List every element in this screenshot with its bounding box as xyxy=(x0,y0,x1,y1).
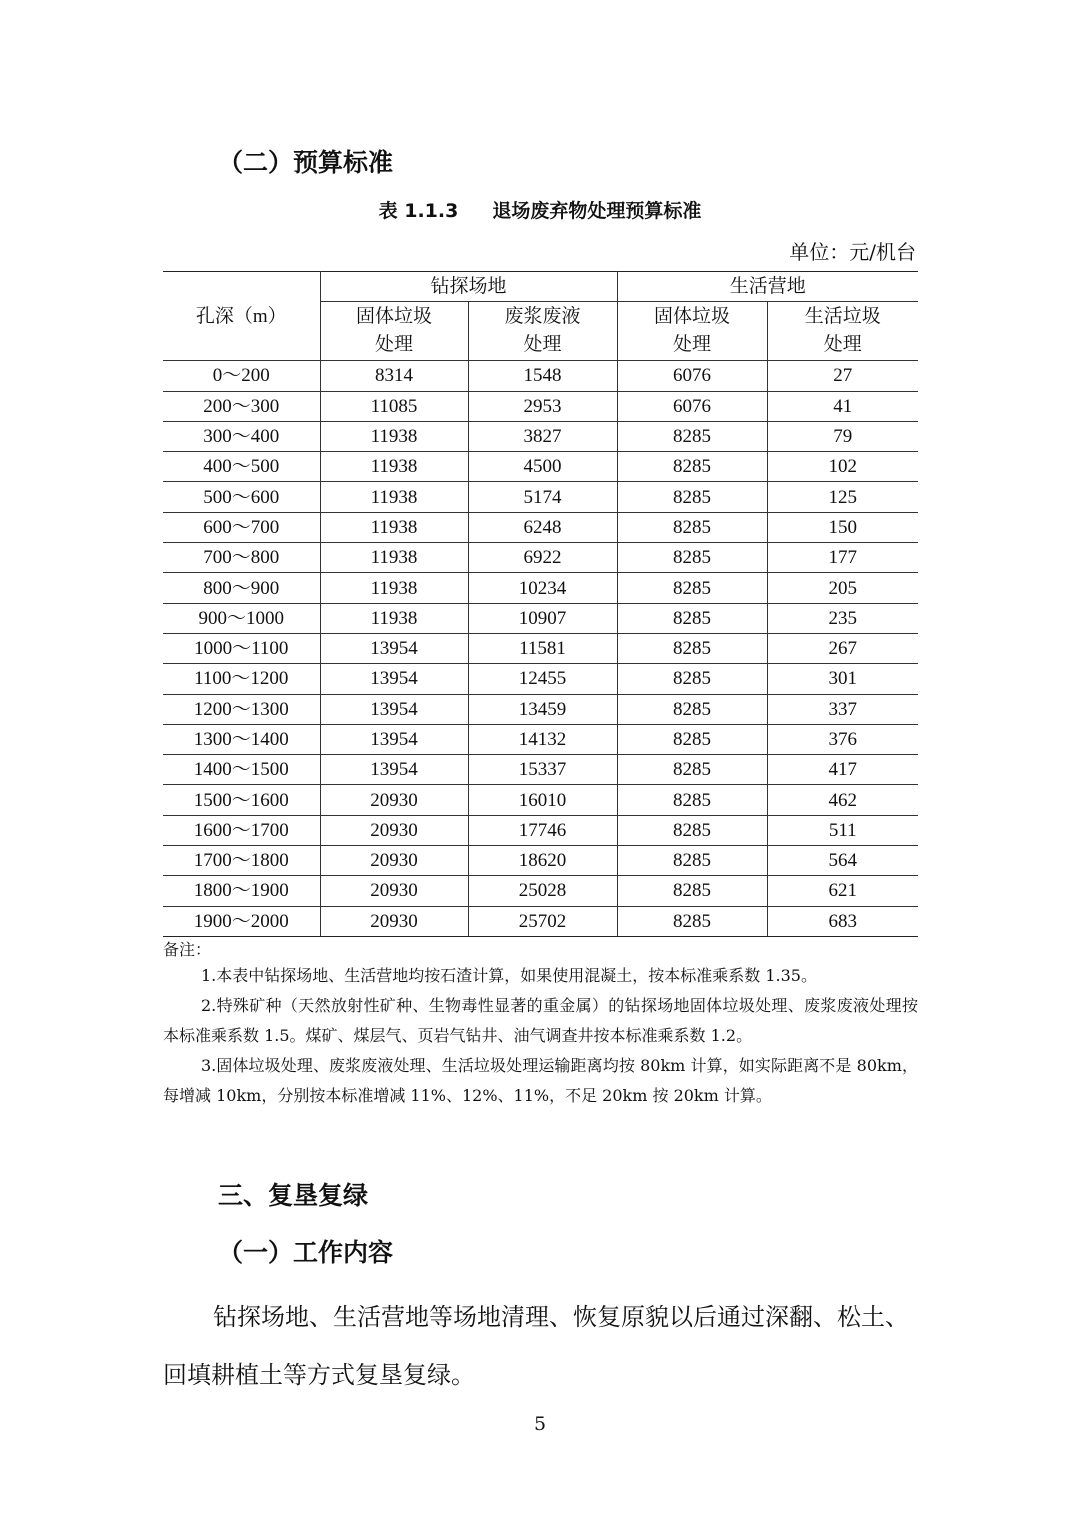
value-cell: 17746 xyxy=(468,815,617,845)
header-group-drilling-site: 钻探场地 xyxy=(320,272,617,302)
depth-cell: 0～200 xyxy=(163,361,320,391)
value-cell: 267 xyxy=(767,633,918,663)
value-cell: 2953 xyxy=(468,391,617,421)
table-row xyxy=(163,543,918,573)
value-cell: 8314 xyxy=(320,361,468,391)
value-cell: 8285 xyxy=(617,573,767,603)
value-cell: 27 xyxy=(767,361,918,391)
depth-cell: 1500～1600 xyxy=(163,785,320,815)
value-cell: 13954 xyxy=(320,724,468,754)
depth-cell: 1600～1700 xyxy=(163,815,320,845)
table-row xyxy=(163,361,918,391)
value-cell: 10907 xyxy=(468,603,617,633)
depth-cell: 700～800 xyxy=(163,543,320,573)
header-sub-cell: 固体垃圾 处理 xyxy=(617,302,767,361)
value-cell: 6922 xyxy=(468,543,617,573)
value-cell: 1548 xyxy=(468,361,617,391)
table-row xyxy=(163,815,918,845)
value-cell: 79 xyxy=(767,421,918,451)
table-row xyxy=(163,876,918,906)
value-cell: 11938 xyxy=(320,482,468,512)
table-row xyxy=(163,906,918,936)
section-heading: （二）预算标准 xyxy=(218,148,394,177)
table-row xyxy=(163,664,918,694)
value-cell: 235 xyxy=(767,603,918,633)
value-cell: 8285 xyxy=(617,785,767,815)
depth-cell: 1100～1200 xyxy=(163,664,320,694)
value-cell: 205 xyxy=(767,573,918,603)
value-cell: 621 xyxy=(767,876,918,906)
value-cell: 125 xyxy=(767,482,918,512)
depth-cell: 600～700 xyxy=(163,512,320,542)
value-cell: 8285 xyxy=(617,876,767,906)
value-cell: 20930 xyxy=(320,846,468,876)
value-cell: 150 xyxy=(767,512,918,542)
value-cell: 462 xyxy=(767,785,918,815)
value-cell: 8285 xyxy=(617,633,767,663)
table-row xyxy=(163,846,918,876)
header-sub-cell: 固体垃圾 处理 xyxy=(320,302,468,361)
chapter-heading: 三、复垦复绿 xyxy=(218,1181,369,1210)
depth-cell: 1000～1100 xyxy=(163,633,320,663)
notes-title: 备注： xyxy=(163,940,212,959)
value-cell: 8285 xyxy=(617,452,767,482)
subsection-heading: （一）工作内容 xyxy=(218,1238,394,1267)
depth-cell: 1800～1900 xyxy=(163,876,320,906)
table-row xyxy=(163,573,918,603)
value-cell: 8285 xyxy=(617,664,767,694)
value-cell: 5174 xyxy=(468,482,617,512)
value-cell: 337 xyxy=(767,694,918,724)
value-cell: 8285 xyxy=(617,482,767,512)
note-item: 2.特殊矿种（天然放射性矿种、生物毒性显著的重金属）的钻探场地固体垃圾处理、废浆废液处理按本标准乘系数 1.5。煤矿、煤层气、页岩气钻井、油气调查井按本标准乘系数 1.2。 xyxy=(163,996,918,1045)
body-paragraph xyxy=(163,1288,923,1404)
value-cell: 41 xyxy=(767,391,918,421)
table-row xyxy=(163,785,918,815)
value-cell: 11938 xyxy=(320,452,468,482)
depth-cell: 500～600 xyxy=(163,482,320,512)
value-cell: 8285 xyxy=(617,694,767,724)
value-cell: 8285 xyxy=(617,543,767,573)
table-row xyxy=(163,452,918,482)
value-cell: 11085 xyxy=(320,391,468,421)
table-row xyxy=(163,421,918,451)
header-sub-cell: 生活垃圾 处理 xyxy=(767,302,918,361)
value-cell: 6076 xyxy=(617,391,767,421)
table-notes xyxy=(163,939,918,1111)
depth-cell: 1700～1800 xyxy=(163,846,320,876)
depth-cell: 1400～1500 xyxy=(163,755,320,785)
value-cell: 8285 xyxy=(617,512,767,542)
table-unit-label: 单位：元/机台 xyxy=(789,240,916,264)
value-cell: 11938 xyxy=(320,573,468,603)
depth-cell: 900～1000 xyxy=(163,603,320,633)
value-cell: 13954 xyxy=(320,664,468,694)
value-cell: 20930 xyxy=(320,815,468,845)
table-row xyxy=(163,482,918,512)
table-row xyxy=(163,603,918,633)
value-cell: 12455 xyxy=(468,664,617,694)
table-caption-number: 表 1.1.3 xyxy=(378,200,459,222)
value-cell: 15337 xyxy=(468,755,617,785)
value-cell: 11938 xyxy=(320,603,468,633)
depth-cell: 300～400 xyxy=(163,421,320,451)
depth-cell: 200～300 xyxy=(163,391,320,421)
table-row xyxy=(163,391,918,421)
table-row xyxy=(163,512,918,542)
table-row xyxy=(163,694,918,724)
value-cell: 4500 xyxy=(468,452,617,482)
note-item: 1.本表中钻探场地、生活营地均按石渣计算，如果使用混凝土，按本标准乘系数 1.35。 xyxy=(201,966,817,985)
value-cell: 25028 xyxy=(468,876,617,906)
value-cell: 13459 xyxy=(468,694,617,724)
value-cell: 13954 xyxy=(320,694,468,724)
note-item: 3.固体垃圾处理、废浆废液处理、生活垃圾处理运输距离均按 80km 计算，如实际距离不是 80km，每增减 10km，分别按本标准增减 11%、12%、11%，不足 20km 按 20km 计算。 xyxy=(163,1056,918,1105)
value-cell: 6076 xyxy=(617,361,767,391)
value-cell: 8285 xyxy=(617,603,767,633)
value-cell: 8285 xyxy=(617,421,767,451)
body-line: 回填耕植土等方式复垦复绿。 xyxy=(163,1361,475,1389)
value-cell: 20930 xyxy=(320,785,468,815)
value-cell: 11938 xyxy=(320,512,468,542)
value-cell: 564 xyxy=(767,846,918,876)
value-cell: 8285 xyxy=(617,724,767,754)
value-cell: 417 xyxy=(767,755,918,785)
value-cell: 177 xyxy=(767,543,918,573)
value-cell: 102 xyxy=(767,452,918,482)
value-cell: 11938 xyxy=(320,421,468,451)
value-cell: 10234 xyxy=(468,573,617,603)
table-caption-title: 退场废弃物处理预算标准 xyxy=(492,200,702,222)
value-cell: 8285 xyxy=(617,755,767,785)
depth-cell: 400～500 xyxy=(163,452,320,482)
header-group-living-camp: 生活营地 xyxy=(617,272,918,302)
table-row xyxy=(163,633,918,663)
table-body xyxy=(163,361,918,937)
body-line: 钻探场地、生活营地等场地清理、恢复原貌以后通过深翻、松土、 xyxy=(213,1303,909,1331)
value-cell: 18620 xyxy=(468,846,617,876)
value-cell: 20930 xyxy=(320,876,468,906)
value-cell: 14132 xyxy=(468,724,617,754)
value-cell: 8285 xyxy=(617,815,767,845)
value-cell: 13954 xyxy=(320,633,468,663)
table-row xyxy=(163,724,918,754)
value-cell: 20930 xyxy=(320,906,468,936)
value-cell: 11938 xyxy=(320,543,468,573)
header-sub-cell: 废浆废液 处理 xyxy=(468,302,617,361)
table-caption xyxy=(0,196,1080,223)
header-depth: 孔深（m） xyxy=(163,272,320,361)
page-number: 5 xyxy=(533,1413,547,1435)
value-cell: 3827 xyxy=(468,421,617,451)
value-cell: 11581 xyxy=(468,633,617,663)
value-cell: 511 xyxy=(767,815,918,845)
value-cell: 8285 xyxy=(617,906,767,936)
value-cell: 683 xyxy=(767,906,918,936)
depth-cell: 800～900 xyxy=(163,573,320,603)
table-row xyxy=(163,755,918,785)
depth-cell: 1300～1400 xyxy=(163,724,320,754)
value-cell: 376 xyxy=(767,724,918,754)
budget-table xyxy=(163,271,918,937)
table-header-row xyxy=(163,272,918,302)
value-cell: 25702 xyxy=(468,906,617,936)
value-cell: 6248 xyxy=(468,512,617,542)
value-cell: 16010 xyxy=(468,785,617,815)
value-cell: 301 xyxy=(767,664,918,694)
depth-cell: 1900～2000 xyxy=(163,906,320,936)
depth-cell: 1200～1300 xyxy=(163,694,320,724)
value-cell: 8285 xyxy=(617,846,767,876)
value-cell: 13954 xyxy=(320,755,468,785)
